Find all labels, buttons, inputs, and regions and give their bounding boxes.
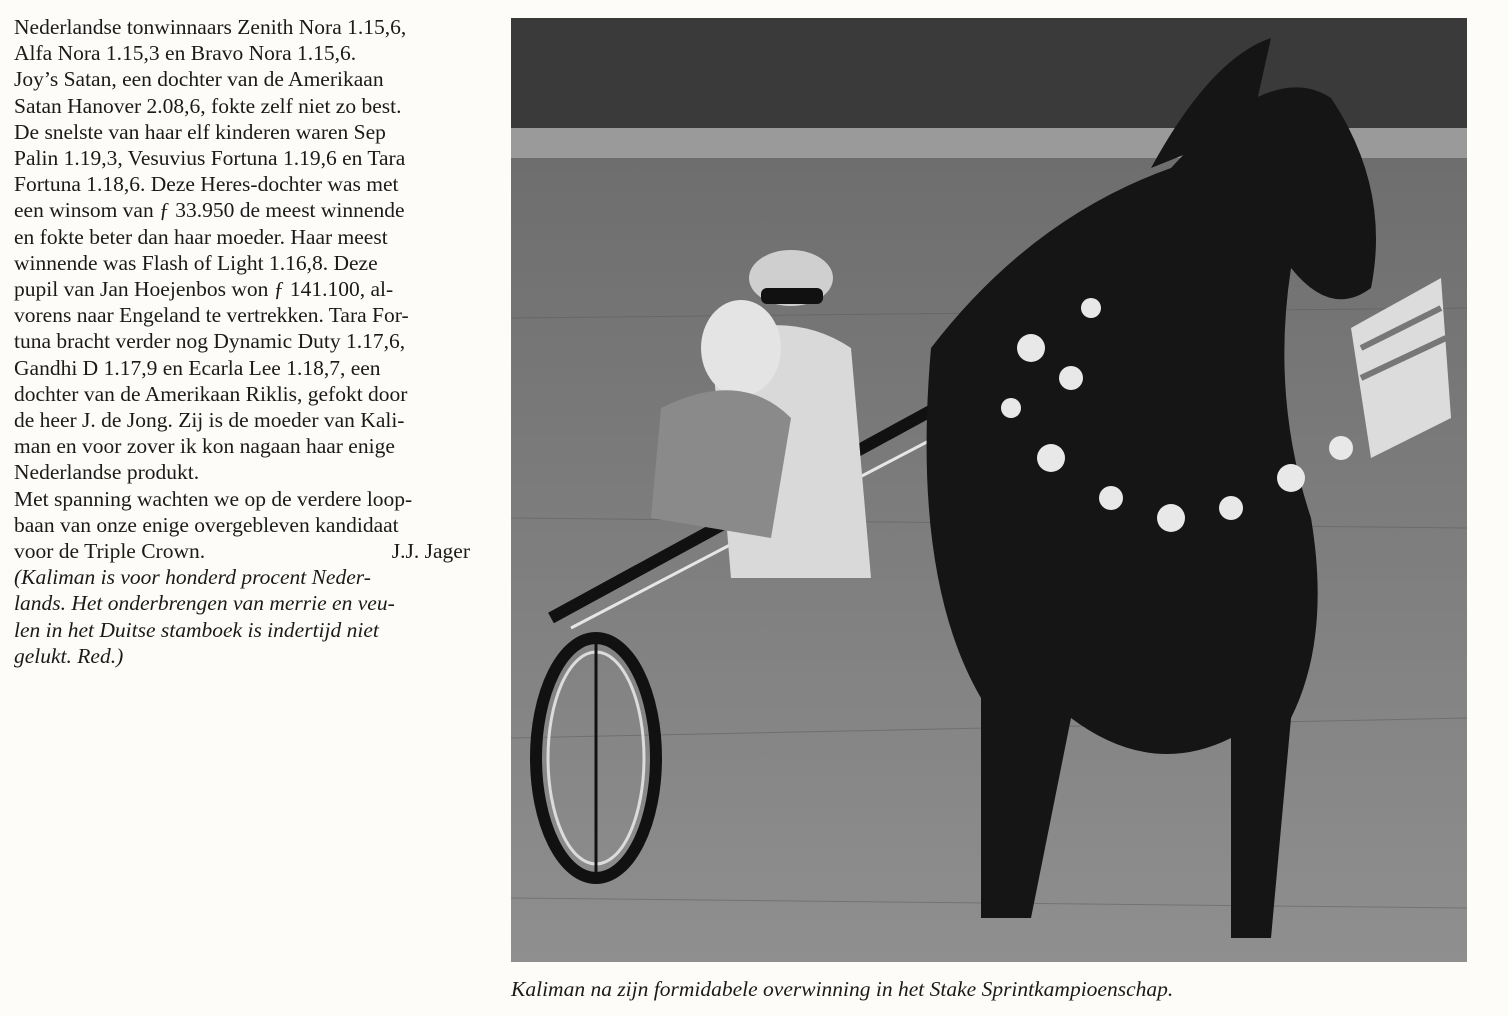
text-line: Nederlandse produkt. xyxy=(14,460,200,485)
text-line: vorens naar Engeland te vertrekken. Tara For- xyxy=(14,303,409,328)
text-line: Fortuna 1.18,6. Deze Heres-dochter was met xyxy=(14,172,399,197)
text-line: Joy’s Satan, een dochter van de Amerikaan xyxy=(14,67,384,92)
article-paragraph-2 xyxy=(14,66,470,485)
text-line: tuna bracht verder nog Dynamic Duty 1.17,6, xyxy=(14,329,406,354)
text-line: (Kaliman is voor honderd procent Neder- xyxy=(14,565,371,590)
text-line: een winsom van ƒ 33.950 de meest winnende xyxy=(14,198,405,223)
text-line: Nederlandse tonwinnaars Zenith Nora 1.15,6, xyxy=(14,15,407,39)
photo-caption: Kaliman na zijn formidabele overwinning in het Stake Sprintkampioenschap. xyxy=(511,977,1174,1001)
article-paragraph-3 xyxy=(14,486,470,538)
text-line: Alfa Nora 1.15,3 en Bravo Nora 1.15,6. xyxy=(14,41,357,66)
text-line: de heer J. de Jong. Zij is de moeder van Kali- xyxy=(14,408,405,433)
text-line: en fokte beter dan haar moeder. Haar meest xyxy=(14,224,388,249)
text-line: Met spanning wachten we op de verdere loop- xyxy=(14,486,413,511)
photo-illustration xyxy=(511,18,1467,962)
editor-note xyxy=(14,564,470,669)
article-column xyxy=(14,14,470,669)
text-line: De snelste van haar elf kinderen waren Sep xyxy=(14,119,386,144)
text-line: baan van onze enige overgebleven kandidaat xyxy=(14,512,399,537)
article-paragraph-1 xyxy=(14,14,470,66)
horse-race-photo xyxy=(511,18,1467,962)
text-line: len in het Duitse stamboek is indertijd niet xyxy=(14,617,379,642)
text-line: Palin 1.19,3, Vesuvius Fortuna 1.19,6 en Tara xyxy=(14,146,406,171)
text-line: dochter van de Amerikaan Riklis, gefokt door xyxy=(14,381,408,406)
author-signature: J.J. Jager xyxy=(391,539,470,564)
text-line: lands. Het onderbrengen van merrie en veu- xyxy=(14,591,395,616)
text-line: pupil van Jan Hoejenbos won ƒ 141.100, al- xyxy=(14,277,394,302)
text-line: voor de Triple Crown. xyxy=(14,539,206,564)
text-line: Satan Hanover 2.08,6, fokte zelf niet zo best. xyxy=(14,93,402,118)
text-line: gelukt. Red.) xyxy=(14,643,124,668)
text-line: Gandhi D 1.17,9 en Ecarla Lee 1.18,7, een xyxy=(14,355,381,380)
text-line: winnende was Flash of Light 1.16,8. Deze xyxy=(14,250,378,275)
text-line: man en voor zover ik kon nagaan haar enige xyxy=(14,434,395,459)
signature-line xyxy=(14,538,470,564)
